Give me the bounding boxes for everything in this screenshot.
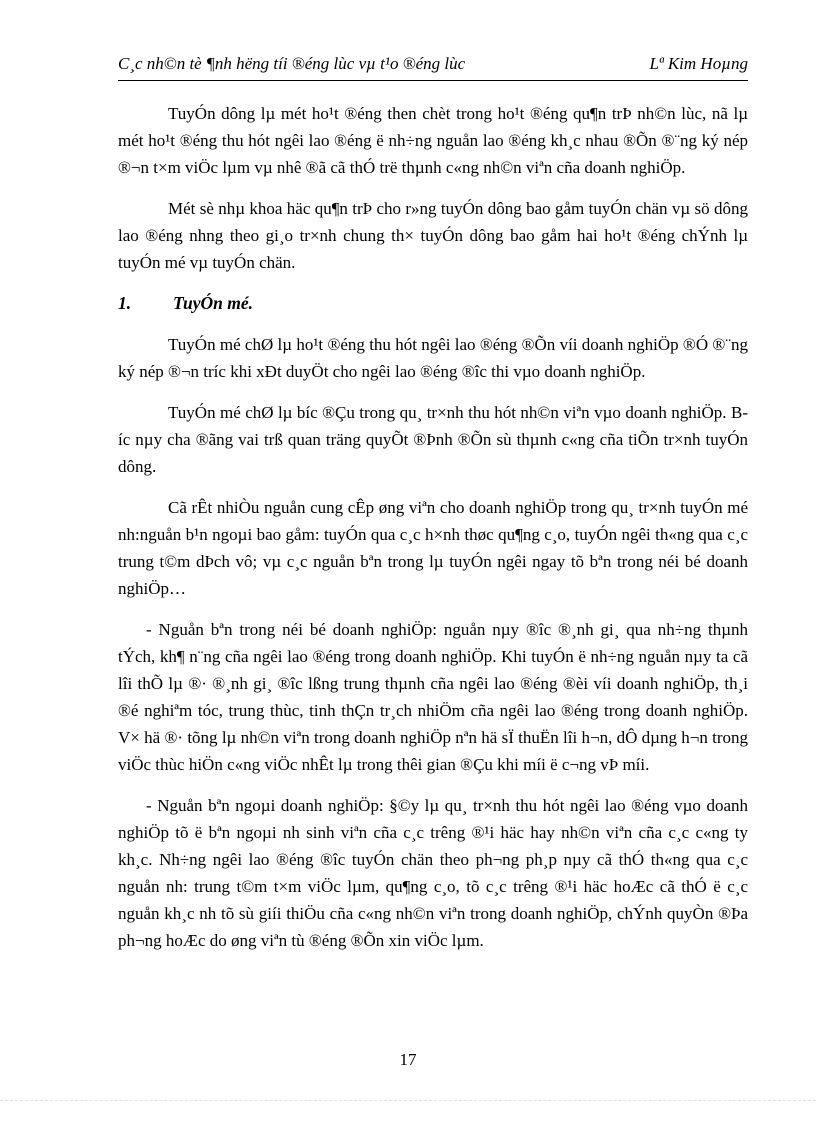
- running-header: [118, 50, 748, 81]
- page-number: 17: [399, 1050, 417, 1069]
- section-paragraph-1: TuyÓn mé chØ lµ ho¹t ®éng thu hót ngêi lao ®éng ®Õn víi doanh nghiÖp ®Ó ®¨ng ký nép ®¬n tríc khi xÐt duyÖt cho ngêi lao ®éng ®îc thi vµo doanh nghiÖp.: [118, 335, 748, 381]
- section-title: TuyÓn mé.: [173, 293, 254, 313]
- page-bottom-divider: [0, 1100, 816, 1101]
- section-number: 1.: [118, 293, 132, 313]
- page-body: [118, 100, 748, 968]
- section-heading: [118, 290, 748, 317]
- section-paragraph-3: Cã rÊt nhiÒu nguån cung cÊp øng viªn cho doanh nghiÖp trong qu¸ tr×nh tuyÓn mé nh:nguån b¹n ngoµi bao gåm: tuyÓn qua c¸c h×nh thøc qu¶ng c¸o, tuyÓn ngêi th«ng qua c¸c trung t©m dÞch vô; vµ c¸c nguån bªn trong lµ tuyÓn ngêi ngay tõ bªn trong néi bé doanh nghiÖp…: [118, 498, 748, 598]
- bullet-internal-source: - Nguån bªn trong néi bé doanh nghiÖp: nguån nµy ®îc ®¸nh gi¸ qua nh÷ng thµnh tÝch, kh¶ n¨ng cña ngêi lao ®éng trong doanh nghiÖp. Khi tuyÓn ë nh÷ng nguån nµy ta cã lîi thÕ lµ ®· ®¸nh gi¸ ®îc lßng trung thµnh cña ngêi lao ®éng ®èi víi doanh nghiÖp, th¸i ®é nghiªm tóc, trung thùc, tinh thÇn tr¸ch nhiÖm cña ngêi lao ®éng trong doanh nghiÖp. V× hä ®· tõng lµ nh©n viªn trong doanh nghiÖp nªn hä sÏ thuËn lîi h¬n, dÔ dµng h¬n trong viÖc thùc hiÖn c«ng viÖc nhÊt lµ trong thêi gian ®Çu khi míi ë c¬ng vÞ míi.: [118, 620, 748, 774]
- bullet-external-source: - Nguån bªn ngoµi doanh nghiÖp: §©y lµ qu¸ tr×nh thu hót ngêi lao ®éng vµo doanh nghiÖp tõ ë bªn ngoµi nh sinh viªn cña c¸c trêng ®¹i häc hay nh©n viªn cña c¸c c«ng ty kh¸c. Nh÷ng ngêi lao ®éng ®îc tuyÓn chän theo ph¬ng ph¸p nµy cã thÓ th«ng qua c¸c nguån nh: trung t©m t×m viÖc lµm, qu¶ng c¸o, tõ c¸c trêng ®¹i häc hoÆc cã thÓ ë c¸c nguån kh¸c nh tõ sù giíi thiÖu cña c«ng nh©n viªn trong doanh nghiÖp, chÝnh quyÒn ®Þa ph¬ng hoÆc do øng viªn tù ®éng ®Õn xin viÖc lµm.: [118, 796, 748, 950]
- header-title: C¸c nh©n tè ¶nh hëng tíi ®éng lùc vµ t¹o ®éng lùc: [118, 54, 466, 73]
- intro-paragraph-2: Mét sè nhµ khoa häc qu¶n trÞ cho r»ng tuyÓn dông bao gåm tuyÓn chän vµ sö dông lao ®éng nhng theo gi¸o tr×nh chung th× tuyÓn dông bao gåm hai ho¹t ®éng chÝnh lµ tuyÓn mé vµ tuyÓn chän.: [118, 199, 748, 272]
- header-author: Lª Kim Hoµng: [649, 54, 748, 73]
- section-paragraph-2: TuyÓn mé chØ lµ bíc ®Çu trong qu¸ tr×nh thu hót nh©n viªn vµo doanh nghiÖp. Bíc nµy cha ®ãng vai trß quan träng quyÕt ®Þnh ®Õn sù thµnh c«ng cña tiÕn tr×nh tuyÓn dông.: [118, 403, 748, 476]
- intro-paragraph-1: TuyÓn dông lµ mét ho¹t ®éng then chèt trong ho¹t ®éng qu¶n trÞ nh©n lùc, nã lµ mét ho¹t ®éng thu hót ngêi lao ®éng ë nh÷ng nguån lao ®éng kh¸c nhau ®Õn ®¨ng ký nép ®¬n t×m viÖc lµm vµ nhê ®ã cã thÓ trë thµnh c«ng nh©n viªn cña doanh nghiÖp.: [118, 104, 748, 177]
